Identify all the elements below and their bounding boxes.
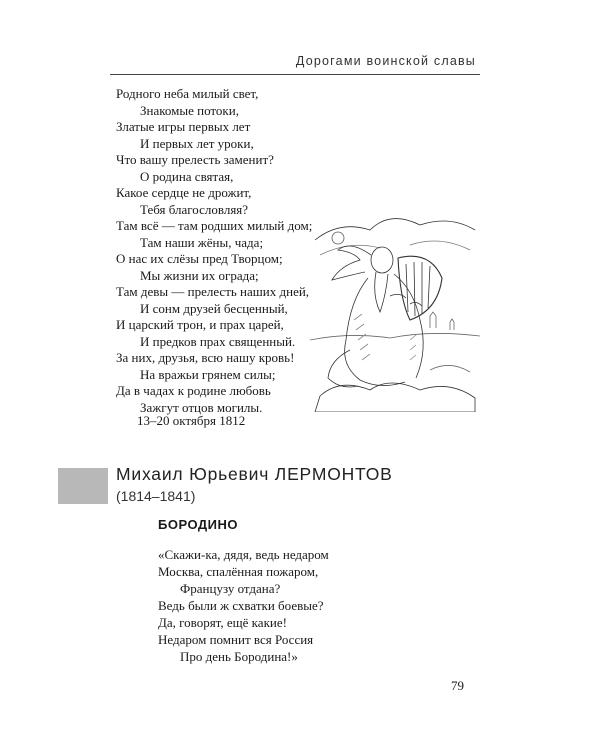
- poem-line: На вражьи грянем силы;: [140, 366, 276, 382]
- running-header-title: Дорогами воинской славы: [295, 54, 476, 68]
- poem-line: Ведь были ж схватки боевые?: [158, 598, 324, 613]
- poem-line: И царский трон, и прах царей,: [116, 317, 284, 332]
- poem-line: О родина святая,: [140, 168, 234, 184]
- poem-line: Какое сердце не дрожит,: [116, 185, 252, 200]
- poem-line: Про день Бородина!»: [180, 649, 298, 664]
- poem-line: За них, друзья, всю нашу кровь!: [116, 350, 295, 365]
- poem-line: Там наши жёны, чада;: [140, 234, 264, 250]
- poem-line: Мы жизни их ограда;: [140, 267, 259, 283]
- poem-title: БОРОДИНО: [158, 517, 239, 532]
- poem-line: Там всё — там родших милый дом;: [116, 218, 313, 233]
- poem-line: Тебя благословляя?: [140, 201, 249, 217]
- poem-line: Родного неба милый свет,: [116, 86, 259, 101]
- page-number: 79: [451, 678, 464, 693]
- poem-line: О нас их слёзы пред Творцом;: [116, 251, 283, 266]
- poem-line: Знакомые потоки,: [140, 102, 239, 118]
- poem-line: Да в чадах к родине любовь: [116, 383, 271, 398]
- poem-line: Недаром помнит вся Россия: [158, 632, 314, 647]
- poem-line: Да, говорят, ещё какие!: [158, 615, 287, 630]
- poem-line: Москва, спалённая пожаром,: [158, 564, 319, 579]
- poem-line: «Скажи-ка, дядя, ведь недаром: [158, 547, 329, 562]
- poem-line: Там девы — прелесть наших дней,: [116, 284, 310, 299]
- poem-borodino-text: [158, 546, 329, 665]
- bard-with-harp-illustration: [310, 200, 480, 412]
- poem-line: И сонм друзей бесценный,: [140, 300, 288, 316]
- poem-line: Зажгут отцов могилы.: [140, 399, 263, 415]
- poem-line: И первых лет уроки,: [140, 135, 254, 151]
- section-marker-box: [58, 468, 108, 504]
- author-years: (1814–1841): [116, 488, 196, 504]
- poem-line: Что вашу прелесть заменит?: [116, 152, 274, 167]
- poem-line: Златые игры первых лет: [116, 119, 251, 134]
- poem-text: [116, 86, 312, 416]
- running-header: [110, 54, 480, 75]
- poem-line: Французу отдана?: [180, 581, 281, 596]
- poem-date: 13–20 октября 1812: [137, 413, 246, 428]
- author-name: Михаил Юрьевич ЛЕРМОНТОВ: [116, 464, 393, 484]
- poem-line: И предков прах священный.: [140, 333, 296, 349]
